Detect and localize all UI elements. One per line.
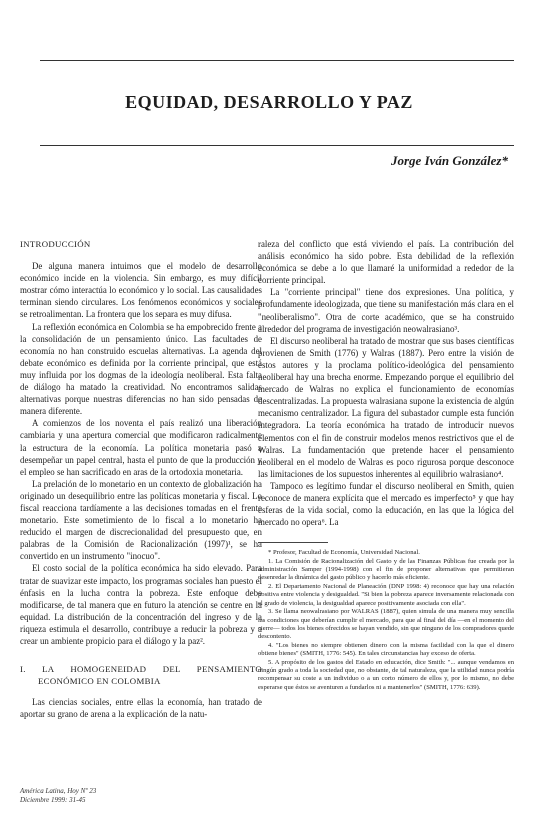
footnote: 1. La Comisión de Racionalización del Gasto y de las Finanzas Públicas fue creada por la administración Samper (1994-1998) con el fin de proponer alternativas que permitieran desenredar la dinámica del gasto público y hacerlo más eficiente.	[258, 557, 514, 582]
footnote: * Profesor, Facultad de Economía, Universidad Nacional.	[268, 549, 420, 557]
paragraph: Tampoco es legítimo fundar el discurso neoliberal en Smith, quien reconoce de manera explícita que el mercado es imperfecto⁵ y que hay esferas de la vida social, como la educación, en las que la lógica del mercado no opera⁶. La	[258, 480, 514, 528]
footnote: 2. El Departamento Nacional de Planeación (DNP 1998: 4) reconoce que hay una relación positiva entre violencia y desigualdad. "Si bien la pobreza aparece inversamente relacionada con el grado de violencia, la desigualdad aparece positivamente asociada con ella".	[258, 582, 514, 607]
section-heading-introduction: INTRODUCCIÓN	[20, 239, 91, 249]
paragraph: El discurso neoliberal ha tratado de mostrar que sus bases científicas provienen de Smith (1776) y Walras (1887). Pero entre la visión de estos autores y la proclama político-ideológica del pensamiento neoliberal hay una brecha enorme. Empezando porque el equilibrio del mercado de Walras no explica el funcionamiento de economías descentralizadas. La propuesta walrasiana supone la existencia de algún mecanismo centralizador. La figura del subastador cumple esta función integradora. La teoría económica ha tratado de introducir nuevos elementos con el fin de construir modelos menos restrictivos que el de Walras. La fundamentación que pretende hacer el pensamiento neoliberal en el modelo de Walras es poco rigurosa porque desconoce las limitaciones de los supuestos inherentes al equilibrio walrasiano⁴.	[258, 335, 514, 479]
paragraph: A comienzos de los noventa el país realizó una liberación cambiaria y una apertura comercial que modificaron radicalmente la estructura de la economía. La política monetaria pasó a desempeñar un papel central, hasta el punto de que la producción y el empleo se han sacrificado en aras de la ortodoxia monetaria.	[20, 418, 262, 477]
footnote: 4. "Los bienes no siempre obtienen dinero con la misma facilidad con la que el dinero obtiene bienes" (SMITH, 1776: 545). En tales circunstancias hay exceso de oferta.	[258, 641, 514, 658]
paragraph: Las ciencias sociales, entre ellas la economía, han tratado de aportar su grano de arena a la explicación de la natu-	[20, 697, 262, 720]
paragraph: El costo social de la política económica ha sido elevado. Para tratar de suavizar este impacto, los programas sociales han puesto el énfasis en la lucha contra la pobreza. Este enfoque debe modificarse, de tal manera que en futuro la atención se centre en la equidad. La distribución de la concentración del ingreso y de la riqueza estimula el desarrollo, contribuye a reducir la pobreza y a crear un ambiente propicio para el diálogo y la paz².	[20, 563, 262, 646]
right-column	[258, 238, 514, 692]
author-name: Jorge Iván González*	[390, 153, 508, 168]
footnotes	[258, 549, 514, 692]
paragraph: La prelación de lo monetario en un contexto de globalización ha originado un desequilibrio entre las políticas monetaria y fiscal. Lo fiscal reacciona tardíamente a las decisiones tomadas en el frente monetario. Este sometimiento de lo fiscal a lo monetario ha reducido el margen de discrecionalidad del presupuesto que, en palabras de la Comisión de Racionalización (1997)¹, se ha convertido en un instrumento "inocuo".	[20, 478, 262, 562]
paragraph: De alguna manera intuimos que el modelo de desarrollo económico incide en la violencia. Sin embargo, es muy difícil mostrar cómo interactúa lo económico y lo social. Las causalidades terminan siendo circulares. Los fenómenos económicos y sociales se retroalimentan. La frontera que los separa es muy difusa.	[20, 261, 262, 320]
journal-name: América Latina, Hoy Nº 23	[20, 787, 97, 795]
paragraph: La "corriente principal" tiene dos expresiones. Una política, y profundamente ideologizada, que tiene su manifestación más clara en el "neoliberalismo". Otra de corte académico, que se ha construido alrededor del programa de investigación neowalrasiano³.	[258, 287, 514, 334]
journal-info	[20, 787, 96, 804]
journal-date-pages: Diciembre 1999: 31-45	[20, 795, 86, 804]
section-heading-homogeneidad: I. LA HOMOGENEIDAD DEL PENSAMIENTO ECONÓMICO EN COLOMBIA	[20, 664, 262, 687]
top-rule	[40, 60, 514, 61]
footnote: 3. Se llama neowalrasiano por WALRAS (1887), quien simula de una manera muy sencilla las condiciones que deberían cumplir el mercado, para que al final del día —en el momento del cierre— todos los bienes ofrecidos se hayan vendido, sin que ninguno de los compradores quede descontento.	[258, 608, 514, 641]
left-column	[20, 238, 262, 720]
paragraph: La reflexión económica en Colombia se ha empobrecido frente a la consolidación de un pensamiento único. Las facultades de economía no han construido escuelas alternativas. La agenda del debate económico es definida por la corriente principal, que está muy influida por los dogmas de la ideología neoliberal. Esta falta de diálogo ha matado la creatividad. No encontramos salidas alternativas porque nuestras diferencias no han sido pensadas de manera diferente.	[20, 321, 262, 417]
footnote: 5. A propósito de los gastos del Estado en educación, dice Smith: "... aunque vendamos en ningún grado a toda la sociedad que, no obstante, de tal naturaleza, que la utilidad nunca podría recompensar su coste a un individuo o a un corto número de ellos y, por lo mismo, no debe esperarse que éstos se aventuren a fundarlos ni a mantenerlos" (SMITH, 1776: 639).	[258, 658, 514, 691]
paragraph: raleza del conflicto que está viviendo el país. La contribución del análisis económico ha sido pobre. Esta debilidad de la reflexión económica se debe a lo que llamaré la uniformidad a rededor de la corriente principal.	[258, 239, 514, 286]
title-rule	[40, 145, 514, 146]
page-title: EQUIDAD, DESARROLLO Y PAZ	[125, 92, 413, 112]
footnote-rule	[258, 542, 328, 543]
